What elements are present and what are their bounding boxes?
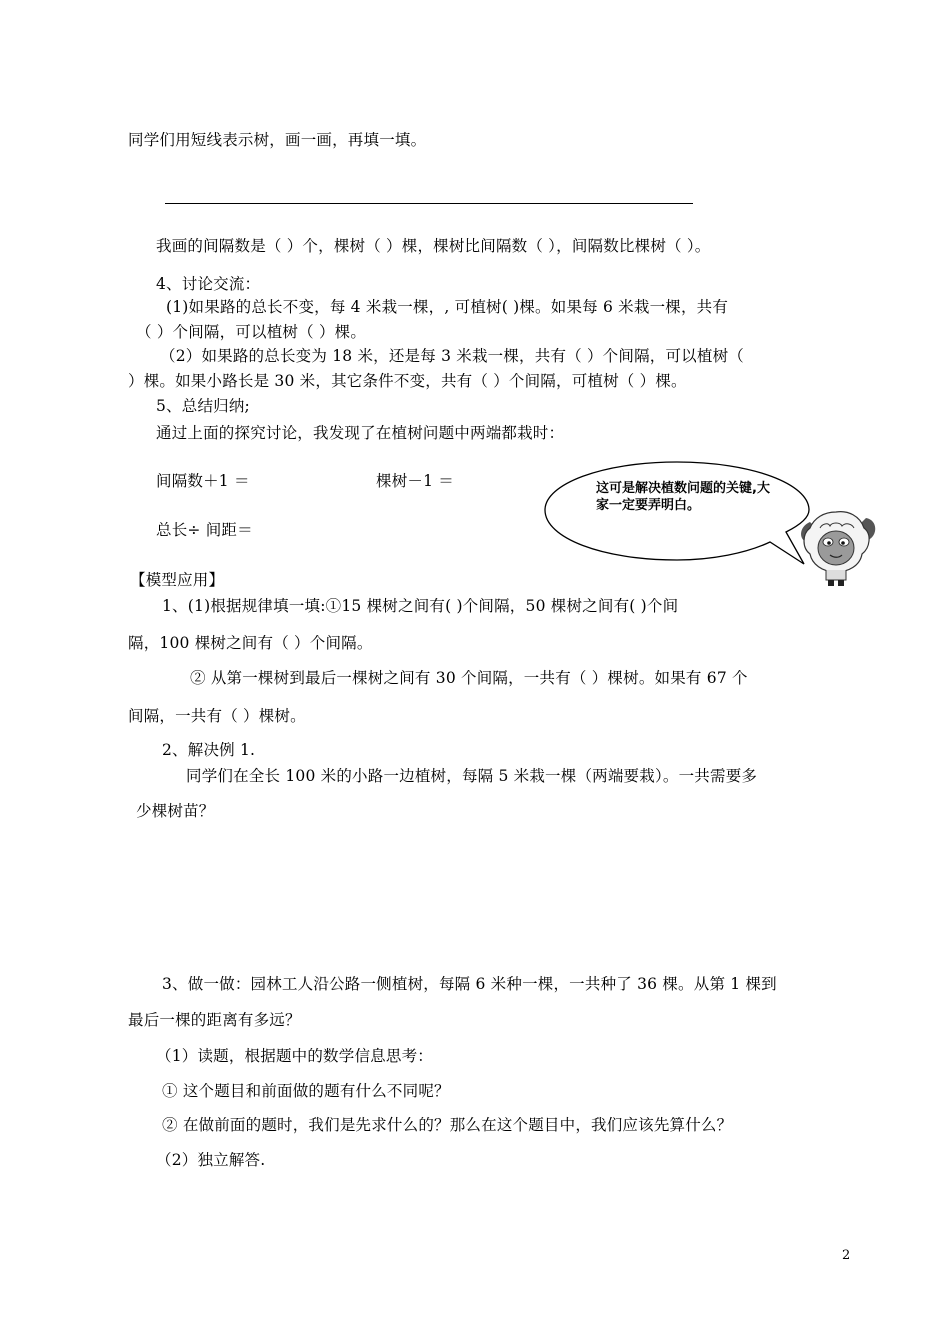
practice-step1-question2: ② 在做前面的题时，我们是先求什么的？那么在这个题目中，我们应该先算什么？ (162, 1116, 733, 1134)
speech-bubble-text: 这可是解决植数问题的关键,大家一定要弄明白。 (596, 481, 770, 513)
drawing-line (165, 203, 693, 204)
discussion-q2-line1: （2）如果路的总长变为 18 米，还是每 3 米栽一棵，共有（ ）个间隔，可以植树（ (160, 347, 744, 365)
practice-step1-question1: ① 这个题目和前面做的题有什么不同呢？ (162, 1082, 450, 1100)
formula-length-divided-spacing: 总长÷ 间距＝ (156, 521, 253, 539)
instruction-draw-trees: 同学们用短线表示树，画一画，再填一填。 (128, 131, 427, 149)
formula-intervals-plus-one: 间隔数＋1 ＝ (156, 472, 250, 490)
section-discussion-heading: 4、讨论交流： (156, 275, 261, 293)
practice-q3-line2: 最后一棵的距离有多远？ (128, 1011, 301, 1029)
practice-step1: （1）读题，根据题中的数学信息思考： (156, 1047, 433, 1065)
practice-step2: （2）独立解答. (156, 1151, 266, 1169)
application-q2-heading: 2、解决例 1. (162, 741, 256, 759)
section-model-application-heading: 【模型应用】 (130, 571, 225, 589)
application-q1-part2-line1: ② 从第一棵树到最后一棵树之间有 30 个间隔，一共有（ ）棵树。如果有 67 个 (190, 669, 748, 687)
formula-trees-minus-one: 棵树－1 ＝ (376, 472, 454, 490)
section-summary-heading: 5、总结归纳; (156, 397, 250, 415)
discussion-q1-line1: (1)如果路的总长不变，每 4 米栽一棵，, 可植树( )棵。如果每 6 米栽一棵，共有 (166, 298, 729, 316)
summary-intro: 通过上面的探究讨论，我发现了在植树问题中两端都栽时： (156, 424, 565, 442)
example1-line1: 同学们在全长 100 米的小路一边植树，每隔 5 米栽一棵（两端要栽）。一共需要多 (186, 767, 758, 785)
application-q1-line2: 隔，100 棵树之间有（ ）个间隔。 (128, 634, 373, 652)
discussion-q2-line2: ）棵。如果小路长是 30 米，其它条件不变，共有（ ）个间隔，可植树（ ）棵。 (128, 372, 687, 390)
sheep-mascot-icon (796, 508, 878, 588)
application-q1-line1: 1、(1)根据规律填一填:①15 棵树之间有( )个间隔，50 棵树之间有( )个间 (162, 597, 679, 615)
fill-in-intervals: 我画的间隔数是（ ）个，棵树（ ）棵，棵树比间隔数（ ），间隔数比棵树（ ）。 (156, 237, 711, 255)
application-q1-part2-line2: 间隔，一共有（ ）棵树。 (128, 707, 306, 725)
page-number: 2 (842, 1248, 851, 1263)
discussion-q1-line2: （ ）个间隔，可以植树（ ）棵。 (136, 323, 367, 341)
example1-line2: 少棵树苗？ (136, 802, 215, 820)
practice-q3-line1: 3、做一做：园林工人沿公路一侧植树，每隔 6 米种一棵，一共种了 36 棵。从第 1 棵到 (162, 975, 777, 993)
